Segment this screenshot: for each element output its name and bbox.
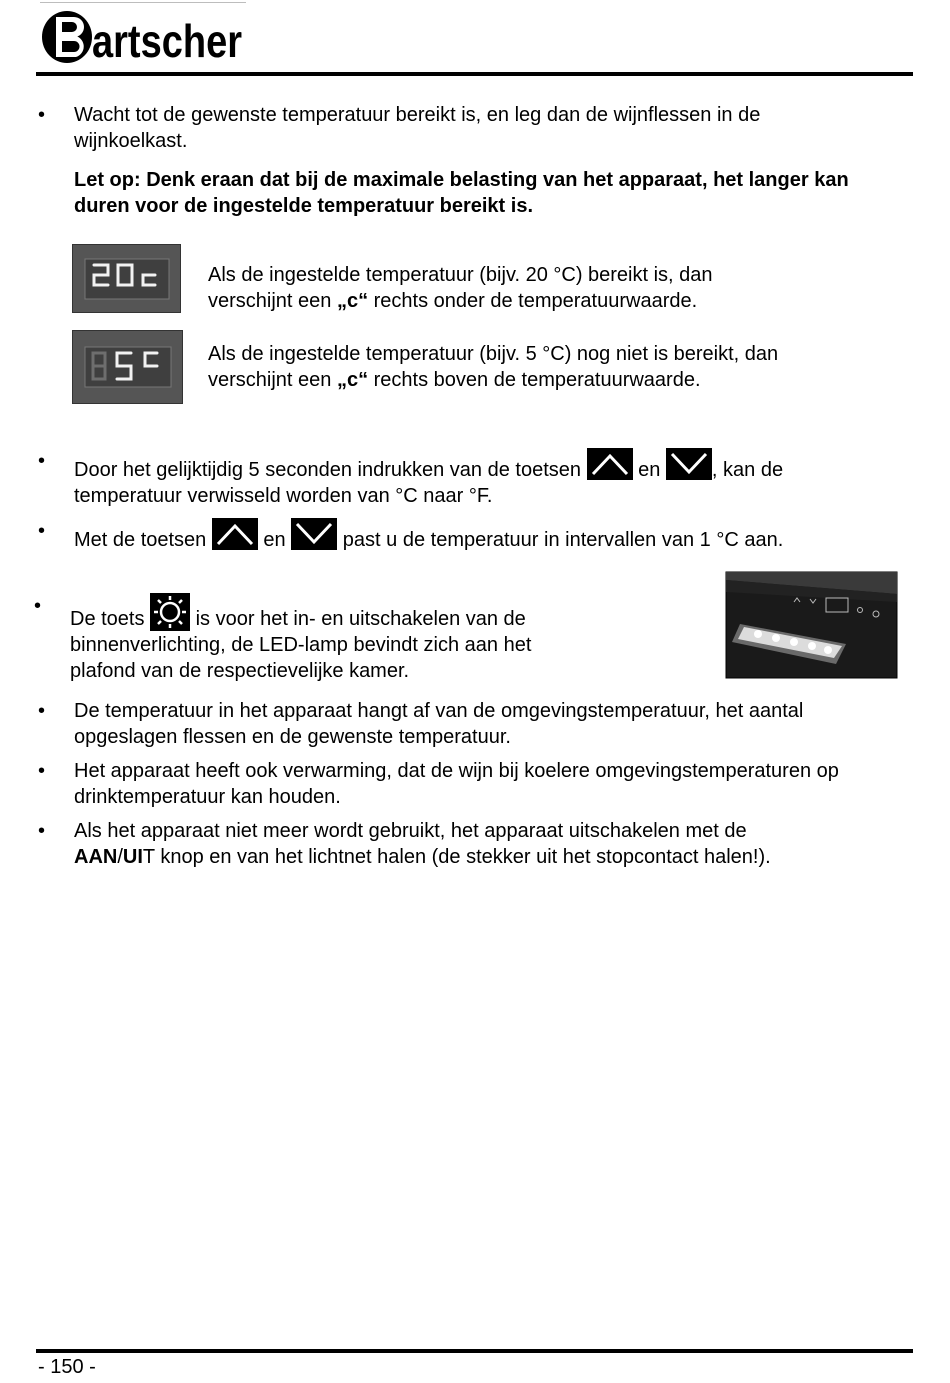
bullet-marker — [38, 818, 45, 844]
up-arrow-key-icon — [212, 518, 258, 550]
down-arrow-key-icon — [291, 518, 337, 550]
bullet-marker — [38, 518, 45, 544]
display-reached-line1: Als de ingestelde temperatuur (bijv. 20 °C) bereikt is, dan — [208, 264, 713, 286]
display-not-reached-line1: Als de ingestelde temperatuur (bijv. 5 °C) nog niet is bereikt, dan — [208, 343, 779, 365]
bartscher-logo — [40, 3, 246, 67]
note-max-load: Let op: Denk eraan dat bij de maximale belasting van het apparaat, het langer kan duren voor de ingestelde temperatuur bereikt is. — [74, 169, 849, 217]
page-number: - 150 - — [38, 1356, 96, 1378]
bullet-light-key: De toets is voor het in- en uitschakelen van de binnenverlichting, de LED-lamp bevindt zich aan het plafond van de respectievelijke kamer. — [70, 593, 670, 684]
bullet-marker — [38, 448, 45, 474]
seven-segment-display — [73, 331, 182, 403]
bullet-wait-temperature: Wacht tot de gewenste temperatuur bereikt is, en leg dan de wijnflessen in de wijnkoelkast. — [74, 104, 761, 152]
footer-rule — [36, 1349, 913, 1353]
bullet-marker — [38, 758, 45, 784]
up-arrow-key-icon — [587, 448, 633, 480]
bullet-heating: Het apparaat heeft ook verwarming, dat de wijn bij koelere omgevingstemperaturen op drinktemperatuur kan houden. — [74, 760, 839, 808]
led-lamp-photo — [726, 572, 897, 678]
display-reached-line2: verschijnt een „c“ rechts onder de temperatuurwaarde. — [208, 290, 698, 312]
seven-segment-display — [73, 245, 180, 312]
bullet-switch-units: Door het gelijktijdig 5 seconden indrukken van de toetsen en , kan de temperatuur verwisseld worden van °C naar °F. — [74, 448, 904, 509]
display-not-reached-line2: verschijnt een „c“ rechts boven de temperatuurwaarde. — [208, 369, 701, 391]
bullet-marker — [38, 102, 45, 128]
bullet-marker — [38, 698, 45, 724]
down-arrow-key-icon — [666, 448, 712, 480]
display-not-reached — [72, 330, 183, 404]
display-reached — [72, 244, 181, 313]
svg-text:artscher: artscher — [92, 15, 243, 67]
bullet-switch-off: Als het apparaat niet meer wordt gebruikt, het apparaat uitschakelen met de AAN/UIT knop en van het lichtnet halen (de stekker uit het stopcontact halen!). — [74, 820, 771, 868]
light-key-icon — [150, 593, 190, 631]
bullet-ambient-temperature: De temperatuur in het apparaat hangt af van de omgevingstemperatuur, het aantal opgeslagen flessen en de gewenste temperatuur. — [74, 700, 804, 748]
bullet-marker — [34, 593, 41, 619]
bullet-adjust-temperature: Met de toetsen en past u de temperatuur in intervallen van 1 °C aan. — [74, 518, 904, 553]
header-rule — [36, 72, 913, 76]
